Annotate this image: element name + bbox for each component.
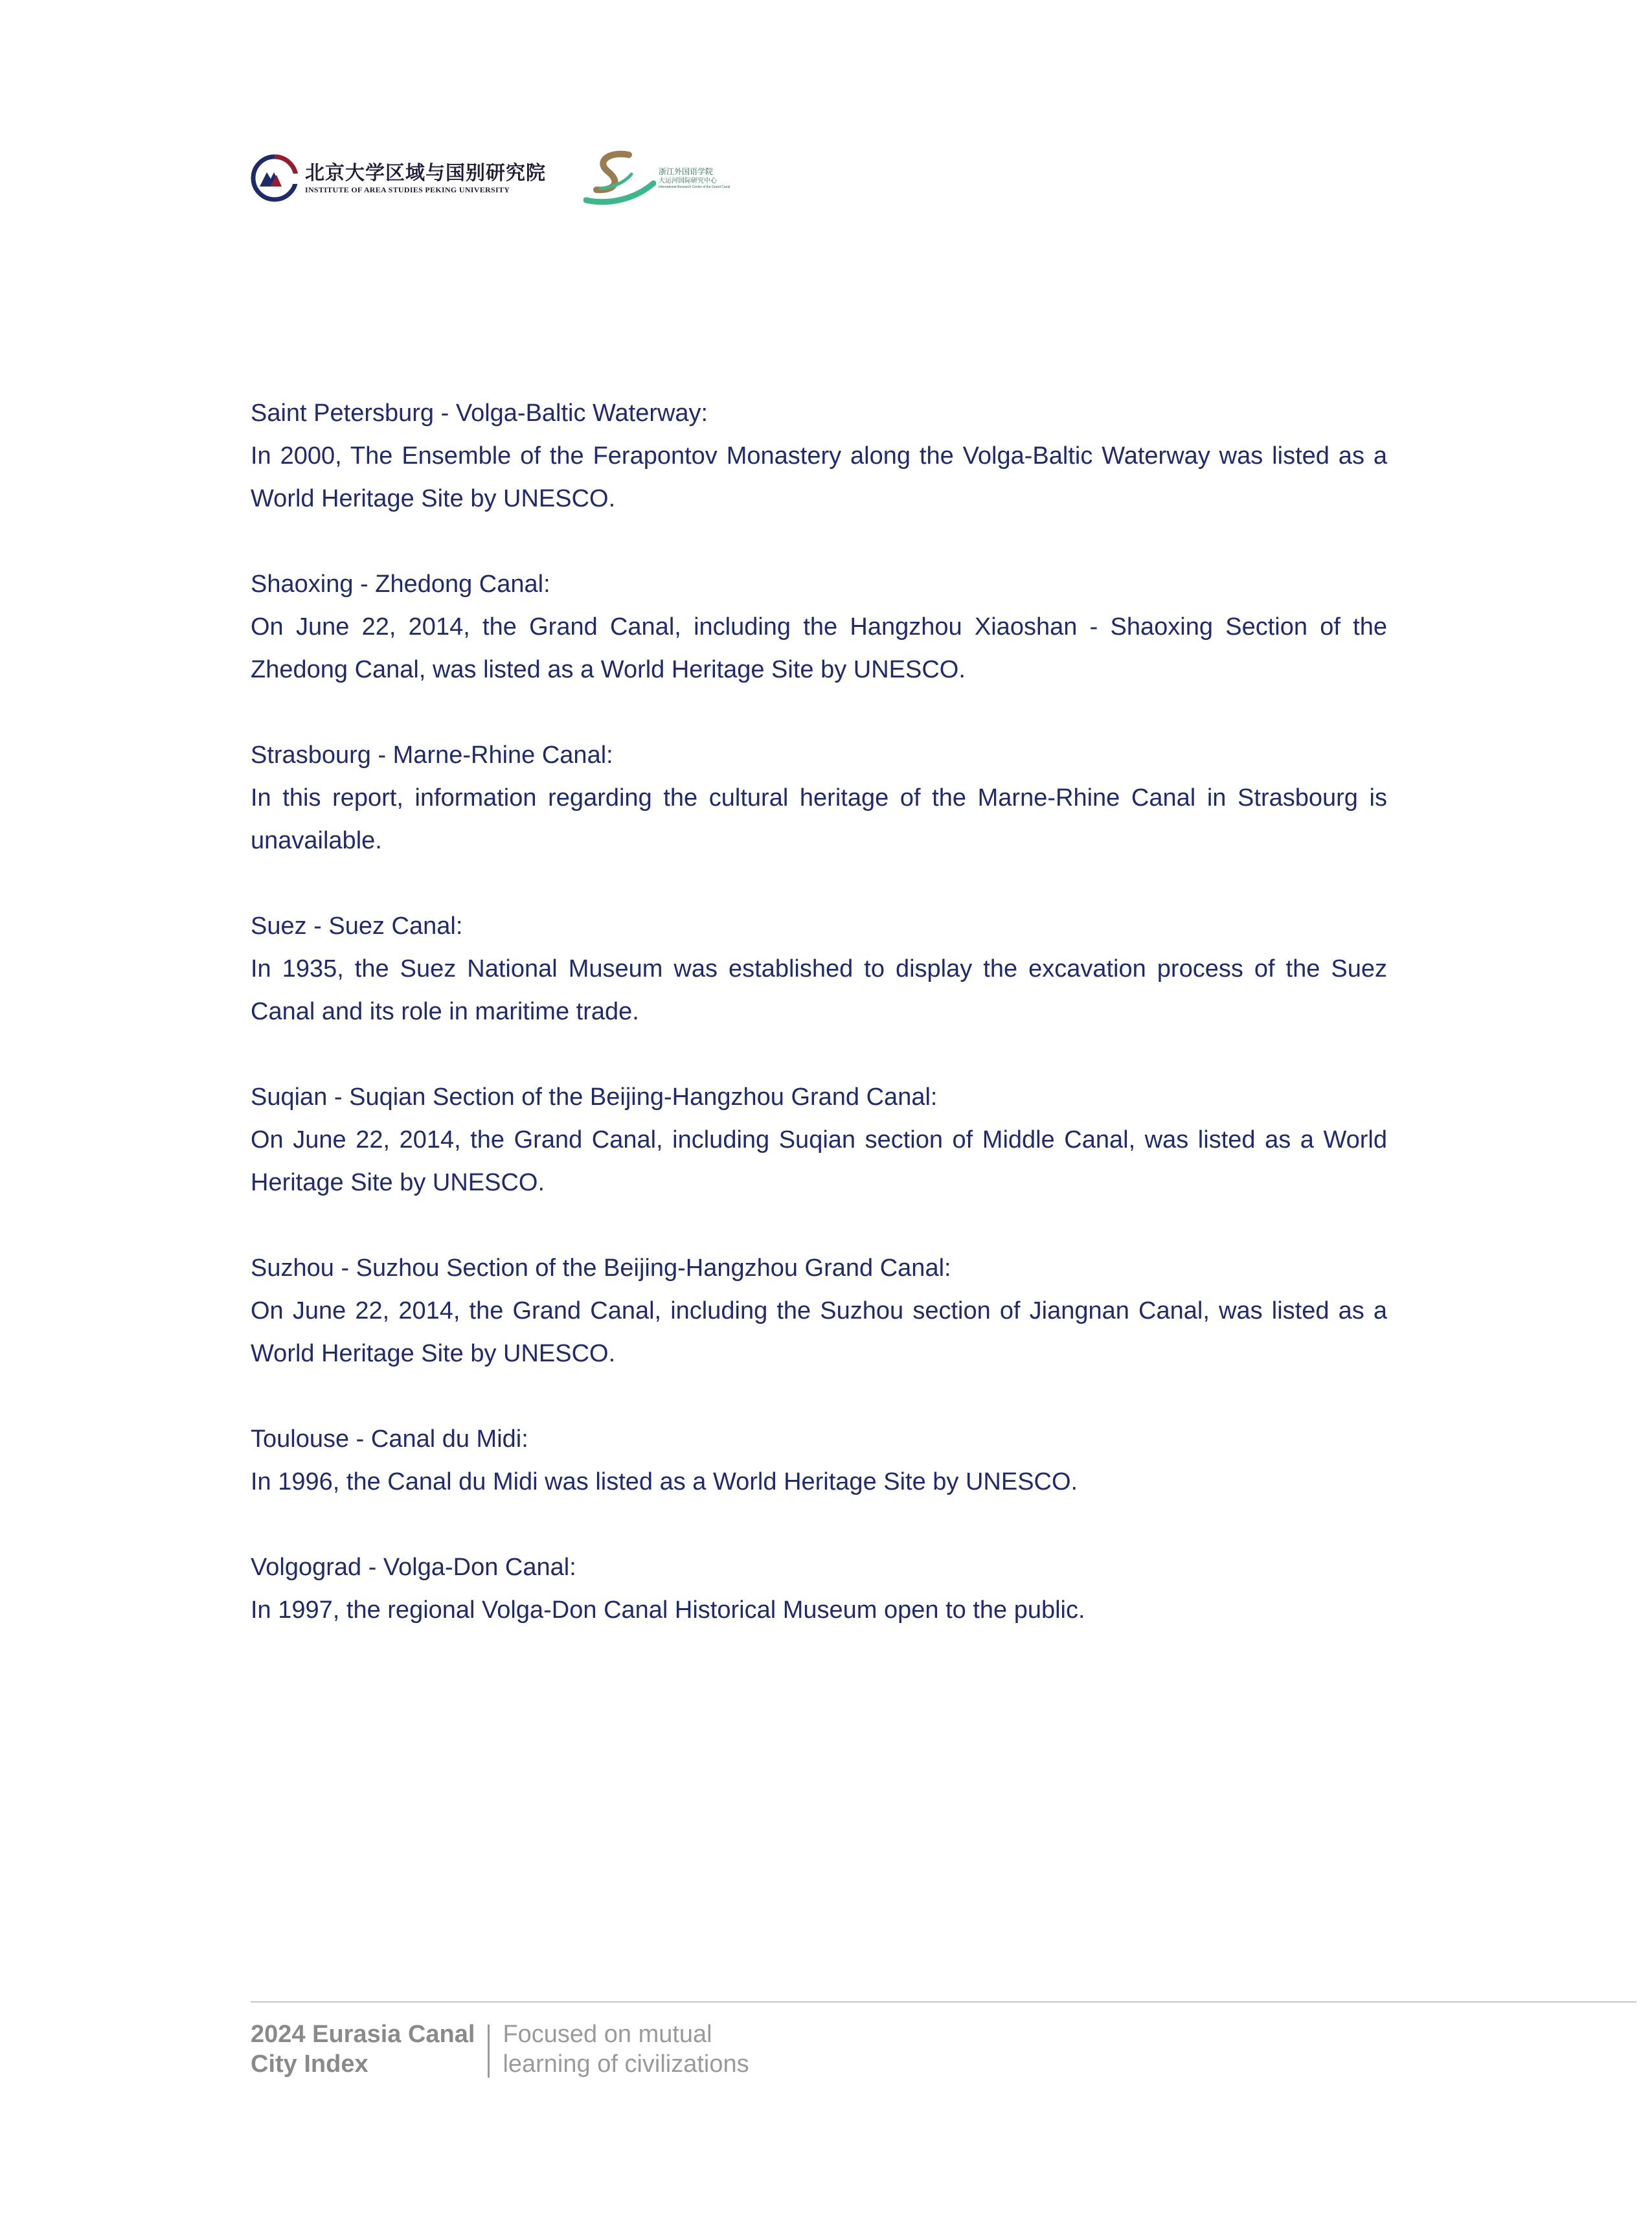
entry-body: On June 22, 2014, the Grand Canal, including the Suzhou section of Jiangnan Canal, was listed as a World Heritage Site by UNESCO. [251,1297,1387,1367]
report-tagline-line1: Focused on mutual [503,2021,712,2048]
canal-center-name-en: International Research Center of the Grand Canal [659,185,730,189]
entry-title: Strasbourg - Marne-Rhine Canal: [251,742,613,769]
entry-title: Volgograd - Volga-Don Canal: [251,1554,576,1581]
entry-title: Suqian - Suqian Section of the Beijing-Hangzhou Grand Canal: [251,1084,938,1111]
pku-emblem-icon [251,154,299,202]
entry-suez [251,905,1387,1033]
pku-institute-name-en: INSTITUTE OF AREA STUDIES PEKING UNIVERSITY [305,185,510,194]
entry-title: Toulouse - Canal du Midi: [251,1425,528,1453]
entry-body: In 1997, the regional Volga-Don Canal Historical Museum open to the public. [251,1596,1085,1624]
entry-body: In 2000, The Ensemble of the Ferapontov Monastery along the Volga-Baltic Waterway was listed as a World Heritage Site by UNESCO. [251,442,1387,512]
canal-research-center-logo [583,146,730,210]
report-title-line2: City Index [251,2050,368,2078]
entry-volgograd [251,1546,1387,1631]
entry-title: Saint Petersburg - Volga-Baltic Waterway: [251,400,708,427]
entry-strasbourg [251,734,1387,862]
entry-title: Shaoxing - Zhedong Canal: [251,571,550,598]
entry-body: In this report, information regarding the cultural heritage of the Marne-Rhine Canal in Strasbourg is unavailable. [251,784,1387,854]
canal-swirl-icon [583,148,656,208]
entry-body: In 1996, the Canal du Midi was listed as a World Heritage Site by UNESCO. [251,1468,1078,1495]
canal-center-name-cn-line1: 浙江外国语学院 [659,166,714,176]
entry-body: On June 22, 2014, the Grand Canal, including the Hangzhou Xiaoshan - Shaoxing Section of the Zhedong Canal, was listed as a World Heritage Site by UNESCO. [251,613,1387,683]
entry-toulouse [251,1418,1387,1503]
entry-suzhou [251,1247,1387,1375]
report-tagline-line2: learning of civilizations [503,2050,749,2078]
entry-shaoxing [251,563,1387,691]
entry-suqian [251,1076,1387,1204]
page-footer [251,2019,749,2079]
entry-body: In 1935, the Suez National Museum was established to display the excavation process of the Suez Canal and its role in maritime trade. [251,955,1387,1025]
pku-institute-logo [251,152,546,204]
entry-title: Suez - Suez Canal: [251,913,463,940]
entry-title: Suzhou - Suzhou Section of the Beijing-Hangzhou Grand Canal: [251,1255,951,1282]
heritage-entries [251,392,1387,1674]
header-logos [251,146,730,210]
report-title [251,2019,488,2079]
pku-institute-name-cn: 北京大学区域与国别研究院 [305,162,546,185]
canal-center-name-cn-line2: 大运河国际研究中心 [659,177,717,185]
report-tagline [490,2019,749,2079]
report-title-line1: 2024 Eurasia Canal [251,2021,475,2048]
footer-divider [251,2001,1636,2003]
entry-body: On June 22, 2014, the Grand Canal, including Suqian section of Middle Canal, was listed as a World Heritage Site by UNESCO. [251,1126,1387,1196]
entry-saint-petersburg [251,392,1387,520]
